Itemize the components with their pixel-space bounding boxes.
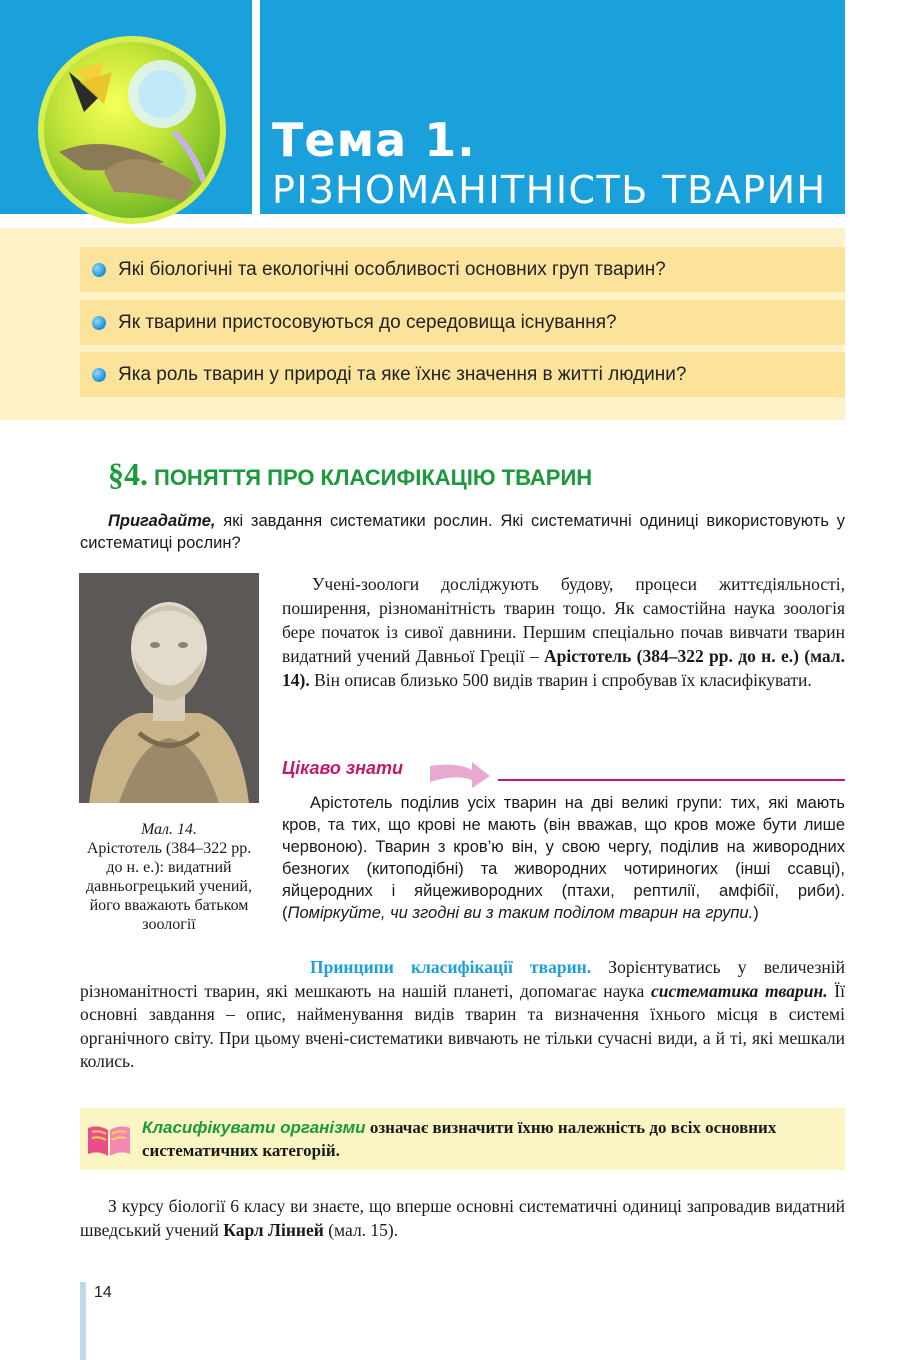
term-systematics: систематика тварин. (651, 980, 828, 1001)
emblem-illustration (44, 42, 220, 218)
question-text: Які біологічні та екологічні особливості основних груп тварин? (118, 259, 666, 280)
definition-box (80, 1108, 845, 1170)
bullet-icon (92, 263, 106, 277)
facts-text: Арістотель поділив усіх тварин на дві великі групи: тих, які мають кров, та тих, що крові не мають (він вважав, що кров може бути лише червоною). Тварин з кров’ю він, у свою чергу, поділив на живородних безногих (китоподібні) та живородних чотириногих (інші ссавці), яйцеродних і яйцеживородних (птахи, рептилії, амфібії, риби). ( (282, 794, 845, 922)
section-number: §4. (108, 456, 148, 492)
paragraph-text: З курсу біології 6 класу ви знаєте, що вперше основні систематичні одиниці запровадив видатний шведський учений (80, 1196, 845, 1240)
recall-text: які завдання систематики рослин. Які систематичні одиниці використовують у систематиці рослин? (80, 512, 845, 552)
heading-rule (498, 779, 845, 781)
highlight-aristotle: Арістотель (384–322 рр. до н. е.) (мал. 14). (282, 646, 845, 690)
recall-prompt (80, 510, 845, 554)
page-number: 14 (94, 1284, 112, 1301)
paragraph-principles (80, 956, 845, 1074)
paragraph-intro (282, 572, 845, 692)
section-heading (108, 456, 592, 493)
paragraph-linnaeus (80, 1194, 845, 1242)
question-item (80, 247, 845, 292)
arrow-icon (428, 760, 492, 788)
bullet-icon (92, 368, 106, 382)
interesting-facts-heading (282, 758, 845, 788)
definition-term: Класифікувати організми (142, 1118, 366, 1137)
paragraph-text: Зорієнтуватись у величезній різноманітності тварин, які мешкають на нашій планеті, допомагає наука (80, 957, 846, 1001)
topic-emblem-image (38, 36, 226, 224)
bust-illustration (79, 573, 259, 803)
definition-body: означає визначити їхню належність до всіх основних систематичних категорій. (142, 1118, 777, 1160)
section-title: ПОНЯТТЯ ПРО КЛАСИФІКАЦІЮ ТВАРИН (154, 465, 593, 490)
page-margin-bar (80, 1282, 86, 1360)
figure-caption (79, 820, 259, 934)
highlight-linnaeus: Карл Лінней (223, 1220, 324, 1240)
paragraph-text: Учені-зоологи досліджують будову, процеси життєдіяльності, поширення, різноманітність тварин тощо. Як самостійна наука зоологія бере початок із сивої давнини. Першим спеціально почав вивчати тварин видатний учений Давньої Греції – (282, 574, 845, 666)
interesting-facts-text (282, 792, 845, 924)
aristotle-bust-image (79, 573, 259, 803)
question-text: Як тварини пристосовуються до середовища існування? (118, 312, 617, 333)
paragraph-text: Її основні завдання – опис, найменування видів тварин та визначення їхнього місця в системі органічного світу. При цьому вчені-систематики вивчають не тільки сучасні види, а й ті, які мешкали колись. (80, 980, 845, 1071)
figure-label: Мал. 14. (140, 821, 198, 838)
header-divider (252, 0, 260, 214)
facts-question: Поміркуйте, чи згодні ви з таким поділом тварин на групи. (287, 904, 754, 922)
topic-title: РІЗНОМАНІТНІСТЬ ТВАРИН (272, 168, 827, 212)
definition-text (142, 1116, 842, 1162)
bullet-icon (92, 316, 106, 330)
question-item (80, 352, 845, 397)
figure-caption-text: Арістотель (384–322 рр. до н. е.): видатний давньогрецький учений, його вважають батьком зоології (86, 840, 252, 933)
recall-lead: Пригадайте, (108, 512, 216, 530)
facts-text-end: ) (753, 904, 759, 922)
interesting-facts-label: Цікаво знати (282, 758, 403, 778)
principles-heading: Принципи класифікації тварин. (310, 957, 592, 977)
paragraph-text: (мал. 15). (323, 1220, 399, 1240)
question-item (80, 300, 845, 345)
topic-header (0, 0, 845, 214)
question-text: Яка роль тварин у природі та яке їхнє значення в житті людини? (118, 364, 687, 385)
topic-number: Тема 1. (272, 113, 476, 167)
book-icon (86, 1122, 132, 1158)
paragraph-text: Він описав близько 500 видів тварин і спробував їх класифікувати. (309, 670, 812, 690)
